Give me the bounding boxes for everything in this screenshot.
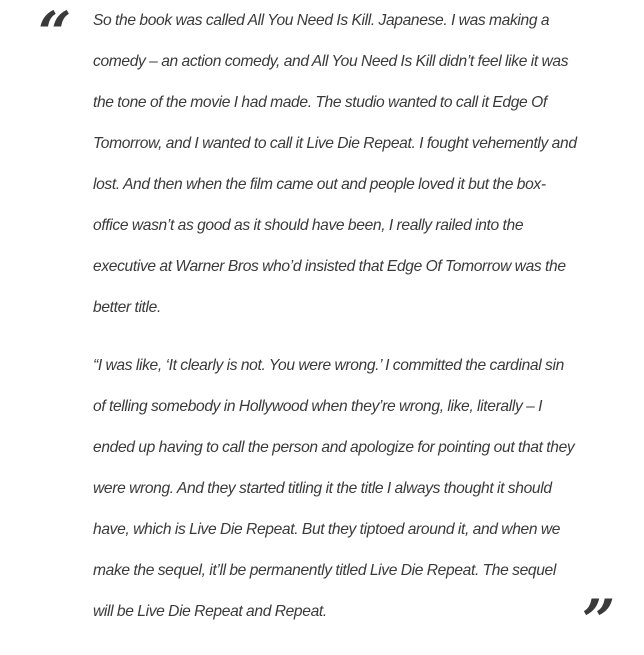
- quote-paragraph-2: “I was like, ‘It clearly is not. You were wrong.’ I committed the cardinal sin of telling somebody in Hollywood when they’re wrong, like, literally – I ended up having to call the person and apologize for pointing out that they were wrong. And they started titling it the title I always thought it should have, which is Live Die Repeat. But they tiptoed around it, and when we make the sequel, it’ll be permanently titled Live Die Repeat. The sequel will be Live Die Repeat and Repeat.: [93, 357, 575, 620]
- open-quote-icon: “: [38, 0, 72, 67]
- quote-text: [93, 0, 577, 632]
- quote-paragraph-1: So the book was called All You Need Is Kill. Japanese. I was making a comedy – an action comedy, and All You Need Is Kill didn’t feel like it was the tone of the movie I had made. The studio wanted to call it Edge Of Tomorrow, and I wanted to call it Live Die Repeat. I fought vehemently and lost. And then when the film came out and people loved it but the box-office wasn’t as good as it should have been, I really railed into the executive at Warner Bros who’d insisted that Edge Of Tomorrow was the better title.: [93, 12, 577, 316]
- close-quote-icon: ”: [582, 587, 616, 655]
